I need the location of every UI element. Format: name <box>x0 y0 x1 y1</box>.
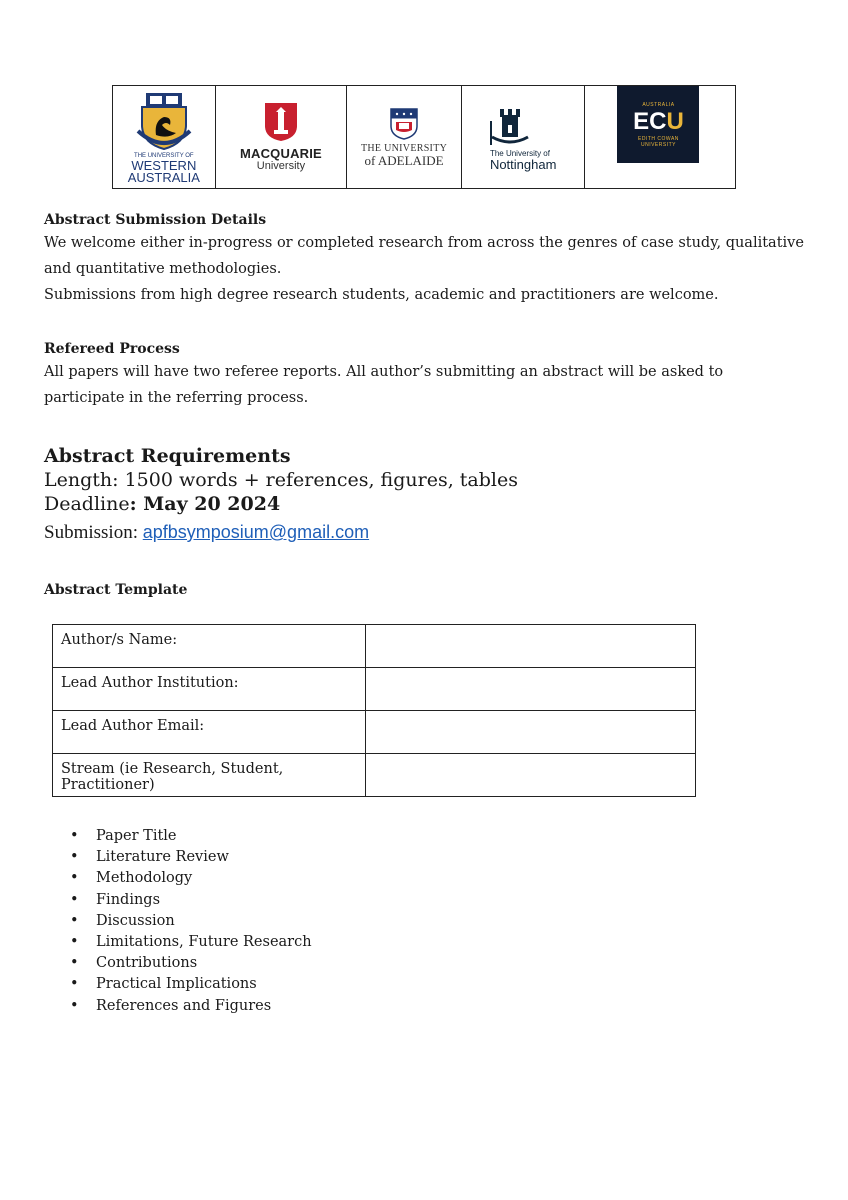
ecu-logo-cell <box>585 86 735 188</box>
macquarie-subname: University <box>256 160 306 172</box>
template-sections-list <box>70 826 312 1017</box>
list-item: • Limitations, Future Research <box>70 932 312 953</box>
submission-label: Submission: <box>44 522 143 543</box>
deadline-line <box>44 492 804 516</box>
refereed-process-section <box>44 339 804 411</box>
table-row <box>53 668 696 711</box>
uwa-name-line3: AUSTRALIA <box>127 169 200 185</box>
macquarie-logo-cell <box>216 86 348 188</box>
university-logo-strip <box>112 85 736 189</box>
list-item: • Paper Title <box>70 826 312 847</box>
list-item: • Contributions <box>70 953 312 974</box>
uwa-logo-cell <box>113 86 216 188</box>
ecu-fullname: EDITH COWAN <box>638 135 679 142</box>
table-row <box>53 711 696 754</box>
refereed-process-paragraph: All papers will have two referee reports. All author’s submitting an abstract will be asked to participate in the referring process. <box>44 364 724 406</box>
university-of-nottingham-logo <box>490 103 556 172</box>
list-item: • Methodology <box>70 868 312 889</box>
nottingham-tower-icon <box>490 103 530 145</box>
submission-line <box>44 520 804 545</box>
ecu-country: AUSTRALIA <box>642 101 675 108</box>
refereed-process-heading: Refereed Process <box>44 341 180 357</box>
university-of-western-australia-logo <box>128 91 200 184</box>
adelaide-logo-cell <box>347 86 462 188</box>
deadline-value: : May 20 2024 <box>129 493 281 515</box>
list-item: • Literature Review <box>70 847 312 868</box>
abstract-template-heading: Abstract Template <box>44 582 188 598</box>
list-item: • Practical Implications <box>70 974 312 995</box>
macquarie-name: MACQUARIE <box>239 146 322 161</box>
list-item: • References and Figures <box>70 996 312 1017</box>
ecu-letters: ECU <box>633 107 684 135</box>
nottingham-logo-cell <box>462 86 586 188</box>
adelaide-name-line1: THE UNIVERSITY <box>360 142 448 154</box>
submission-email-link[interactable]: apfbsymposium@gmail.com <box>142 522 370 542</box>
table-cell-label: Author/s Name: <box>53 625 366 668</box>
table-cell-value[interactable] <box>366 668 696 711</box>
edith-cowan-university-logo <box>617 86 699 163</box>
uwa-name-line1: THE UNIVERSITY OF <box>134 152 194 159</box>
abstract-submission-heading: Abstract Submission Details <box>44 212 267 228</box>
abstract-template-table <box>52 624 696 797</box>
adelaide-name-line2: of ADELAIDE <box>364 152 444 168</box>
list-item: • Findings <box>70 890 312 911</box>
table-cell-label: Lead Author Email: <box>53 711 366 754</box>
uwa-crest-icon <box>132 91 196 151</box>
table-row <box>53 625 696 668</box>
table-row <box>53 754 696 797</box>
university-of-adelaide-logo <box>361 108 447 167</box>
table-cell-value[interactable] <box>366 625 696 668</box>
nottingham-name-line1: The University of <box>489 148 550 158</box>
nottingham-name-line2: Nottingham <box>489 156 557 172</box>
abstract-submission-paragraph-2: Submissions from high degree research students, academic and practitioners are welcome. <box>44 287 719 303</box>
table-cell-label: Lead Author Institution: <box>53 668 366 711</box>
list-item: • Discussion <box>70 911 312 932</box>
adelaide-crest-icon <box>390 108 418 140</box>
macquarie-lighthouse-icon <box>264 102 298 142</box>
length-requirement: Length: 1500 words + references, figures, tables <box>44 469 518 491</box>
macquarie-university-logo <box>240 102 322 172</box>
table-cell-label: Stream (ie Research, Student, Practitioner) <box>53 754 366 797</box>
abstract-submission-section <box>44 210 804 308</box>
abstract-requirements-section <box>44 444 804 545</box>
table-cell-value[interactable] <box>366 711 696 754</box>
ecu-university: UNIVERSITY <box>640 141 676 148</box>
uwa-name-line2: WESTERN <box>131 157 197 173</box>
abstract-requirements-heading: Abstract Requirements <box>44 445 291 467</box>
abstract-template-section <box>44 580 804 600</box>
deadline-label: Deadline <box>44 493 130 515</box>
table-cell-value[interactable] <box>366 754 696 797</box>
abstract-submission-paragraph-1: We welcome either in-progress or completed research from across the genres of case study, qualitative and quantitative methodologies. <box>44 235 804 277</box>
